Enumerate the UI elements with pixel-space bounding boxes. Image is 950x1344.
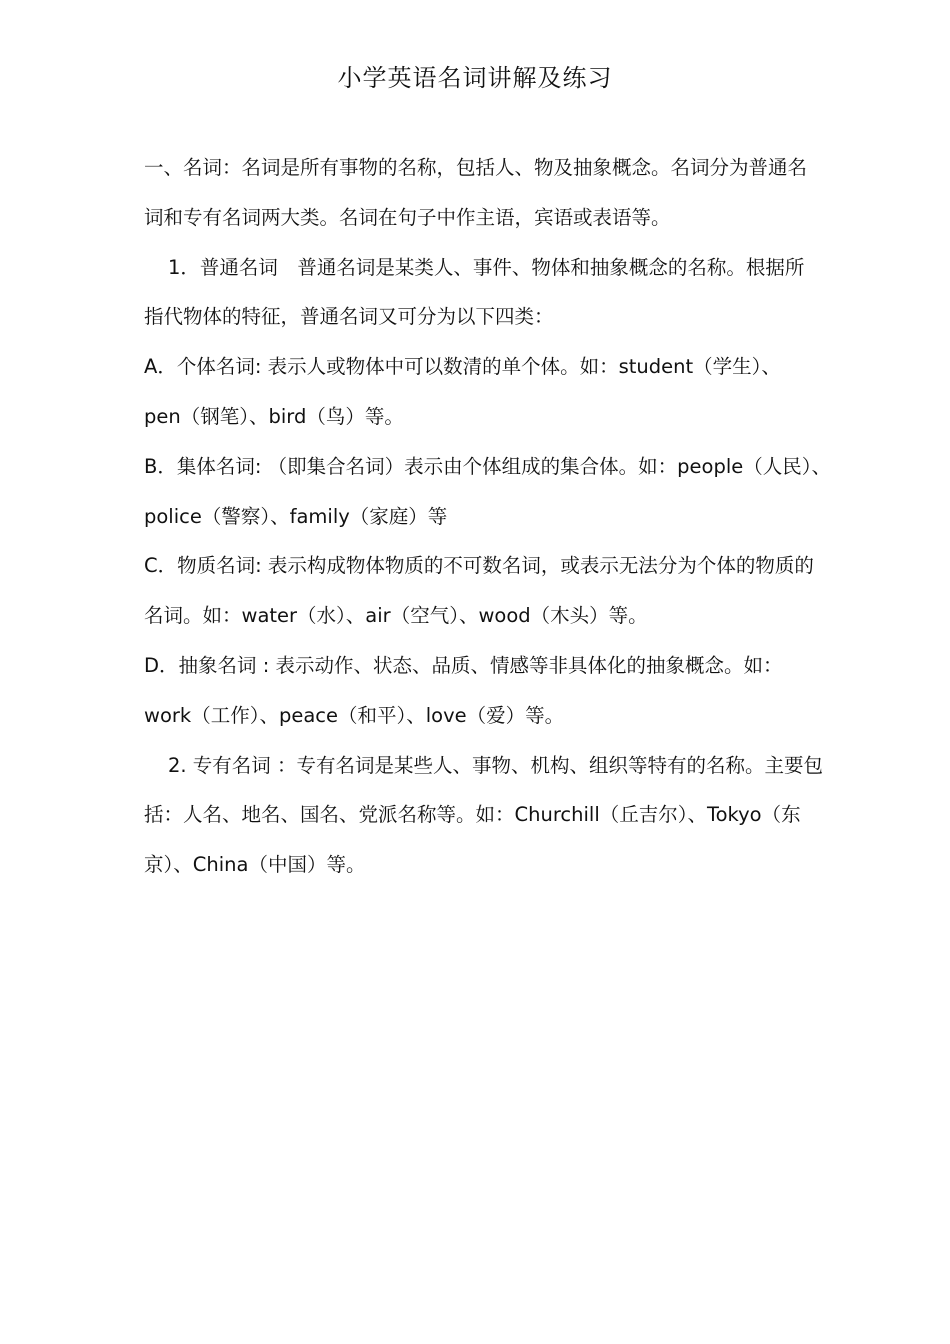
paragraph-line: A．个体名词: 表示人或物体中可以数清的单个体。如：student（学生）、 xyxy=(144,355,781,379)
paragraph-line: 1．普通名词 普通名词是某类人、事件、物体和抽象概念的名称。根据所 xyxy=(168,255,805,279)
paragraph-line: B．集体名词: （即集合名词）表示由个体组成的集合体。如：people（人民）、 xyxy=(144,454,831,478)
paragraph-line: 指代物体的特征，普通名词又可分为以下四类： xyxy=(144,305,554,329)
document-title: 小学英语名词讲解及练习 xyxy=(337,64,613,92)
paragraph-line: police（警察）、family（家庭）等 xyxy=(144,504,448,528)
paragraph-line: 一、名词：名词是所有事物的名称，包括人、物及抽象概念。名词分为普通名 xyxy=(144,156,808,179)
document-body xyxy=(144,143,834,890)
paragraph-line: work（工作）、peace（和平）、love（爱）等。 xyxy=(144,703,565,727)
paragraph-line: 京）、China（中国）等。 xyxy=(144,853,366,877)
paragraph-line: C．物质名词: 表示构成物体物质的不可数名词，或表示无法分为个体的物质的 xyxy=(144,554,814,578)
paragraph-line: 括：人名、地名、国名、党派名称等。如：Churchill（丘吉尔）、Tokyo（东 xyxy=(144,803,801,827)
paragraph-line: 词和专有名词两大类。名词在句子中作主语，宾语或表语等。 xyxy=(144,205,671,229)
paragraph-line: 名词。如：water（水）、air（空气）、wood（木头）等。 xyxy=(144,604,648,628)
paragraph-line: pen（钢笔）、bird（鸟）等。 xyxy=(144,404,404,428)
paragraph-line: 2. 专有名词 ：专有名词是某些人、事物、机构、组织等特有的名称。主要包 xyxy=(168,753,824,777)
paragraph-line: D．抽象名词 : 表示动作、状态、品质、情感等非具体化的抽象概念。如： xyxy=(144,653,783,677)
